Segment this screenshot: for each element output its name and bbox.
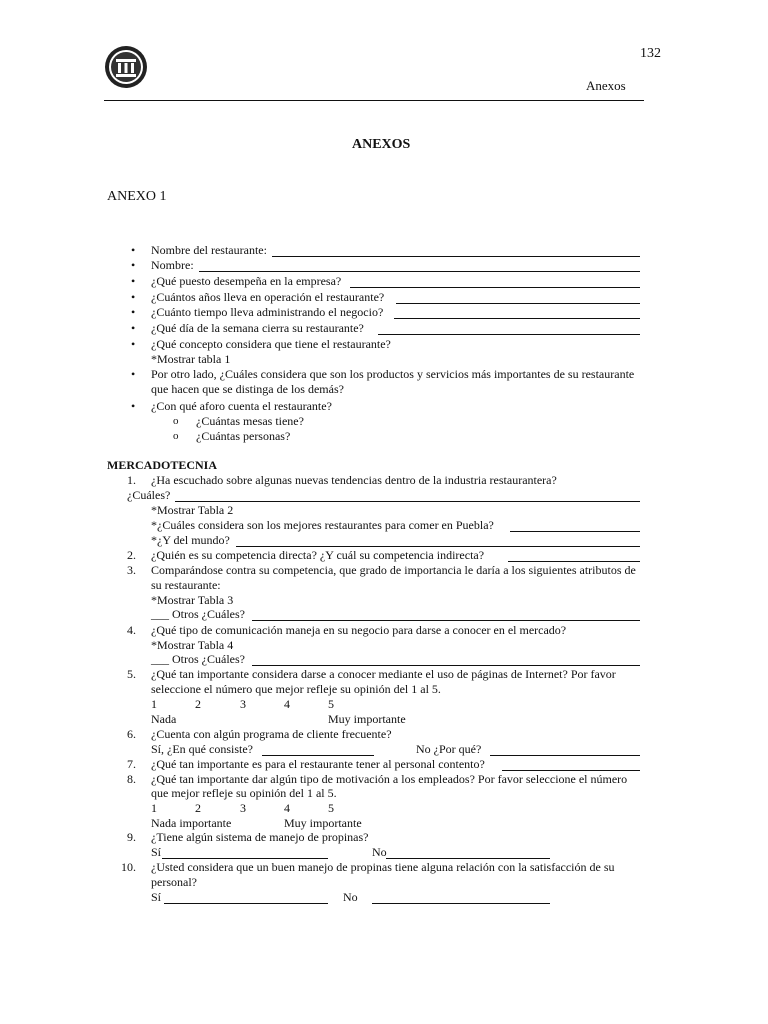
scale-option-5[interactable]: 5 [328, 801, 334, 815]
question-number: 7. [127, 757, 136, 771]
show-table-note: *Mostrar tabla 1 [151, 352, 231, 366]
question-number: 2. [127, 548, 136, 562]
header-rule [104, 100, 644, 101]
list-item: ¿Qué concepto considera que tiene el restaurante? [151, 337, 391, 351]
answer-line[interactable] [252, 665, 640, 666]
answer-line[interactable] [175, 501, 640, 502]
list-item: Nombre del restaurante: [151, 243, 267, 257]
question-text: ¿Ha escuchado sobre algunas nuevas tendencias dentro de la industria restaurantera? [151, 473, 557, 487]
answer-line[interactable] [502, 770, 640, 771]
bullet-marker: • [131, 243, 136, 257]
question-text-continuation: su restaurante: [151, 578, 221, 592]
question-text-continuation: que mejor refleje su opinión del 1 al 5. [151, 786, 337, 800]
list-item: Por otro lado, ¿Cuáles considera que son los productos y servicios más importantes de su restaurante [151, 367, 635, 381]
answer-line[interactable] [350, 287, 640, 288]
bullet-marker: • [131, 367, 136, 381]
answer-line[interactable] [508, 561, 640, 562]
bullet-marker: • [131, 258, 136, 272]
scale-high-label: Muy importante [284, 816, 362, 830]
no-option: No ¿Por qué? [416, 742, 482, 756]
show-table-note: *Mostrar Tabla 3 [151, 593, 234, 607]
list-item: Nombre: [151, 258, 194, 272]
answer-line[interactable] [236, 546, 640, 547]
scale-option-1[interactable]: 1 [151, 801, 157, 815]
bullet-marker: • [131, 290, 136, 304]
scale-option-2[interactable]: 2 [195, 801, 201, 815]
scale-option-4[interactable]: 4 [284, 697, 290, 711]
answer-line[interactable] [372, 903, 550, 904]
scale-option-3[interactable]: 3 [240, 697, 246, 711]
question-text: ¿Qué tan importante dar algún tipo de motivación a los empleados? Por favor seleccione el número [151, 772, 628, 786]
question-number: 10. [121, 860, 136, 874]
answer-line[interactable] [262, 755, 374, 756]
list-item: ¿Con qué aforo cuenta el restaurante? [151, 399, 332, 413]
list-item: ¿Cuánto tiempo lleva administrando el negocio? [151, 305, 384, 319]
page-title: ANEXOS [352, 137, 411, 152]
no-option: No [372, 845, 387, 859]
answer-line[interactable] [272, 256, 640, 257]
scale-option-4[interactable]: 4 [284, 801, 290, 815]
question-number: 8. [127, 772, 136, 786]
others-option: ___ Otros ¿Cuáles? [151, 652, 245, 666]
no-option: No [343, 890, 358, 904]
scale-high-label: Muy importante [328, 712, 406, 726]
answer-line[interactable] [510, 531, 640, 532]
scale-option-5[interactable]: 5 [328, 697, 334, 711]
scale-option-3[interactable]: 3 [240, 801, 246, 815]
bullet-marker: • [131, 274, 136, 288]
scale-low-label: Nada importante [151, 816, 232, 830]
question-number: 3. [127, 563, 136, 577]
question-text-continuation: personal? [151, 875, 197, 889]
yes-option: Sí [151, 890, 162, 904]
section-subtitle: ANEXO 1 [107, 189, 167, 204]
sub-list-item: ¿Cuántas mesas tiene? [196, 414, 304, 428]
scale-low-label: Nada [151, 712, 177, 726]
yes-option: Sí, ¿En qué consiste? [151, 742, 253, 756]
list-item: ¿Qué puesto desempeña en la empresa? [151, 274, 342, 288]
list-item: ¿Qué día de la semana cierra su restaurante? [151, 321, 364, 335]
question-number: 9. [127, 830, 136, 844]
bullet-marker: • [131, 399, 136, 413]
running-header: Anexos [586, 78, 626, 93]
section-heading: MERCADOTECNIA [107, 458, 218, 472]
question-text: ¿Tiene algún sistema de manejo de propinas? [151, 830, 369, 844]
bullet-marker: • [131, 305, 136, 319]
question-followup: *¿Cuáles considera son los mejores restaurantes para comer en Puebla? [151, 518, 494, 532]
list-item: ¿Cuántos años lleva en operación el restaurante? [151, 290, 385, 304]
university-seal-logo [104, 45, 148, 89]
answer-line[interactable] [396, 303, 640, 304]
answer-line[interactable] [394, 318, 640, 319]
answer-line[interactable] [162, 858, 328, 859]
question-text: ¿Cuenta con algún programa de cliente frecuente? [151, 727, 392, 741]
scale-option-2[interactable]: 2 [195, 697, 201, 711]
sub-bullet-marker: o [173, 415, 179, 427]
answer-line[interactable] [378, 334, 640, 335]
show-table-note: *Mostrar Tabla 2 [151, 503, 234, 517]
answer-line[interactable] [252, 620, 640, 621]
question-number: 4. [127, 623, 136, 637]
question-number: 5. [127, 667, 136, 681]
sub-bullet-marker: o [173, 430, 179, 442]
question-text: ¿Qué tipo de comunicación maneja en su negocio para darse a conocer en el mercado? [151, 623, 567, 637]
bullet-marker: • [131, 337, 136, 351]
question-text: ¿Quién es su competencia directa? ¿Y cuál su competencia indirecta? [151, 548, 485, 562]
show-table-note: *Mostrar Tabla 4 [151, 638, 234, 652]
answer-line[interactable] [490, 755, 640, 756]
question-followup: ¿Cuáles? [127, 488, 171, 502]
sub-list-item: ¿Cuántas personas? [196, 429, 291, 443]
question-number: 1. [127, 473, 136, 487]
question-text: ¿Qué tan importante considera darse a conocer mediante el uso de páginas de Internet? Por favor [151, 667, 616, 681]
question-text: ¿Usted considera que un buen manejo de propinas tiene alguna relación con la satisfacción de su [151, 860, 615, 874]
question-followup: *¿Y del mundo? [151, 533, 230, 547]
list-item-continuation: que hacen que se distinga de los demás? [151, 382, 344, 396]
others-option: ___ Otros ¿Cuáles? [151, 607, 245, 621]
page-number: 132 [640, 46, 661, 61]
scale-option-1[interactable]: 1 [151, 697, 157, 711]
question-text: Comparándose contra su competencia, que grado de importancia le daría a los siguientes atributos de [151, 563, 636, 577]
yes-option: Sí [151, 845, 162, 859]
answer-line[interactable] [386, 858, 550, 859]
question-number: 6. [127, 727, 136, 741]
answer-line[interactable] [199, 271, 640, 272]
question-text: ¿Qué tan importante es para el restaurante tener al personal contento? [151, 757, 485, 771]
question-text-continuation: seleccione el número que mejor refleje su opinión del 1 al 5. [151, 682, 441, 696]
answer-line[interactable] [164, 903, 328, 904]
bullet-marker: • [131, 321, 136, 335]
